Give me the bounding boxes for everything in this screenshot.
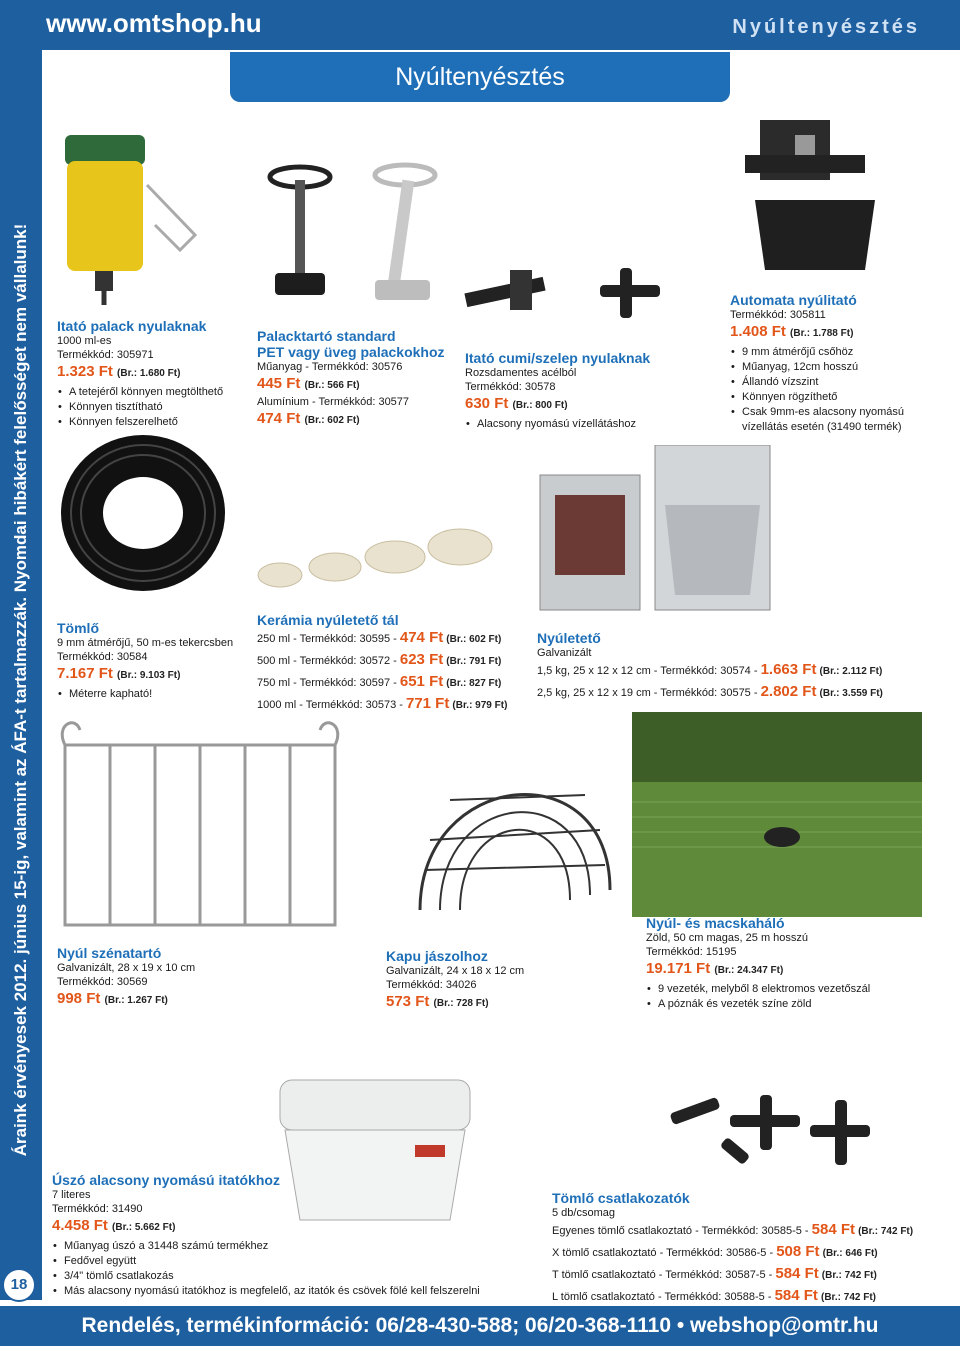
variant-row: 1,5 kg, 25 x 12 x 12 cm - Termékkód: 30574 - 1.663 Ft (Br.: 2.112 Ft) (537, 661, 883, 678)
hose-coil-image (55, 425, 230, 600)
product-title: Kapu jászolhoz (386, 948, 488, 964)
product-price: 1.408 Ft (730, 323, 786, 340)
product-price: 623 Ft (399, 651, 444, 668)
variant-row: L tömlő csatlakoztató - Termékkód: 30588-5 - 584 Ft (Br.: 742 Ft) (552, 1287, 876, 1304)
product-price: 474 Ft (257, 410, 301, 427)
product-gross-price: (Br.: 602 Ft) (304, 415, 360, 426)
product-feeder (537, 630, 937, 704)
product-title-line2: PET vagy üveg palackokhoz (257, 344, 445, 360)
product-gross-price: (Br.: 1.680 Ft) (117, 368, 181, 379)
product-gross-price: (Br.: 1.788 Ft) (790, 328, 854, 339)
product-package: 5 db/csomag (552, 1207, 615, 1219)
product-code: Termékkód: 31490 (52, 1203, 143, 1215)
product-title: Tömlő csatlakozatók (552, 1190, 690, 1206)
product-material: Rozsdamentes acélból (465, 367, 577, 379)
hay-rack-image (55, 715, 355, 930)
product-title: Itató cumi/szelep nyulaknak (465, 350, 651, 366)
bottle-holder-image (255, 155, 455, 315)
product-description: Zöld, 50 cm magas, 25 m hosszú (646, 932, 809, 944)
product-gross-price: (Br.: 9.103 Ft) (117, 670, 181, 681)
product-price: 584 Ft (774, 1287, 818, 1304)
nipple-valve-image (460, 260, 670, 330)
page-number: 18 (2, 1268, 36, 1302)
product-gross-price: (Br.: 791 Ft) (446, 656, 502, 667)
page-banner: Nyúltenyésztés (230, 52, 730, 102)
product-price: 2.802 Ft (760, 683, 817, 700)
product-price: 573 Ft (386, 993, 430, 1010)
product-description: Galvanizált, 24 x 18 x 12 cm (386, 965, 525, 977)
product-price: 474 Ft (399, 629, 444, 646)
product-connectors (552, 1190, 942, 1308)
variant-row: 250 ml - Termékkód: 30595 - 474 Ft (Br.: 602 Ft) (257, 629, 502, 646)
section-title: Nyúltenyésztés (732, 16, 920, 38)
product-title: Nyúl- és macskaháló (646, 915, 785, 931)
feature: • Csak 9mm-es alacsony nyomású vízellátás esetén (31490 termék) (730, 405, 930, 435)
product-gross-price: (Br.: 728 Ft) (433, 998, 489, 1009)
ceramic-bowls-image (255, 525, 495, 595)
product-price: 1.663 Ft (760, 661, 817, 678)
variant-row: Egyenes tömlő csatlakoztató - Termékkód: 30585-5 - 584 Ft (Br.: 742 Ft) (552, 1221, 914, 1238)
product-title: Automata nyúlitató (730, 292, 857, 308)
net-photo-image (632, 712, 922, 917)
feature: • Méterre kapható! (57, 687, 247, 702)
product-nipple-valve (465, 350, 685, 432)
feature: • 3/4" tömlő csatlakozás (52, 1269, 492, 1284)
product-gross-price: (Br.: 742 Ft) (821, 1270, 877, 1281)
feeder-image (535, 445, 775, 620)
product-price: 7.167 Ft (57, 665, 113, 682)
product-net (646, 915, 926, 1012)
product-gross-price: (Br.: 566 Ft) (304, 380, 360, 391)
product-volume: 1000 ml-es (57, 335, 112, 347)
feature: • 9 mm átmérőjű csőhöz (730, 345, 930, 360)
product-gross-price: (Br.: 602 Ft) (446, 634, 502, 645)
product-code: Termékkód: 30584 (57, 651, 148, 663)
product-price: 584 Ft (775, 1265, 819, 1282)
product-title: Nyúl szénatartó (57, 945, 162, 961)
product-gross-price: (Br.: 24.347 Ft) (714, 965, 784, 976)
product-bottle-drinker (57, 318, 237, 430)
product-price: 771 Ft (405, 695, 450, 712)
site-url[interactable]: www.omtshop.hu (46, 8, 262, 38)
variant-row: 1000 ml - Termékkód: 30573 - 771 Ft (Br.: 979 Ft) (257, 695, 508, 712)
product-description: 9 mm átmérőjű, 50 m-es tekercsben (57, 637, 234, 649)
product-gross-price: (Br.: 3.559 Ft) (819, 688, 883, 699)
product-gross-price: (Br.: 742 Ft) (858, 1226, 914, 1237)
feature: • Műanyag úszó a 31448 számú termékhez (52, 1239, 492, 1254)
feature: • Fedővel együtt (52, 1254, 492, 1269)
product-price: 19.171 Ft (646, 960, 711, 977)
feature: • A póznák és vezeték színe zöld (646, 997, 926, 1012)
footer-contact: Rendelés, termékinformáció: 06/28-430-588; 06/20-368-1110 • webshop@omtr.hu (0, 1306, 960, 1346)
product-title: Úszó alacsony nyomású itatókhoz (52, 1172, 280, 1188)
product-price: 651 Ft (399, 673, 444, 690)
auto-drinker-image (735, 110, 885, 280)
product-gross-price: (Br.: 827 Ft) (446, 678, 502, 689)
product-price: 630 Ft (465, 395, 509, 412)
variant-row: T tömlő csatlakoztató - Termékkód: 30587-5 - 584 Ft (Br.: 742 Ft) (552, 1265, 877, 1282)
product-code: Termékkód: 30578 (465, 381, 556, 393)
product-code: Termékkód: 305971 (57, 349, 154, 361)
feature: • Műanyag, 12cm hosszú (730, 360, 930, 375)
validity-notice: Áraink érvényesek 2012. június 15-ig, valamint az ÁFA-t tartalmazzák. Nyomdai hibákért felelősséget nem vállalunk! (11, 223, 30, 1157)
product-variant: Műanyag - Termékkód: 30576 (257, 361, 403, 373)
product-hose (57, 620, 247, 702)
product-title: Itató palack nyulaknak (57, 318, 207, 334)
feature: • Könnyen tisztítható (57, 400, 237, 415)
connectors-image (660, 1085, 880, 1175)
product-hay-rack (57, 945, 257, 1010)
variant-row: 500 ml - Termékkód: 30572 - 623 Ft (Br.: 791 Ft) (257, 651, 502, 668)
variant-row: X tömlő csatlakoztató - Termékkód: 30586-5 - 508 Ft (Br.: 646 Ft) (552, 1243, 878, 1260)
product-code: Termékkód: 15195 (646, 946, 737, 958)
product-gross-price: (Br.: 1.267 Ft) (104, 995, 168, 1006)
feature: • Más alacsony nyomású itatókhoz is megfelelő, az itatók és csövek fölé kell felszerelni (52, 1284, 492, 1299)
feature: • A tetejéről könnyen megtölthető (57, 385, 237, 400)
product-title: Kerámia nyúletető tál (257, 612, 399, 628)
product-volume: 7 literes (52, 1189, 91, 1201)
feature: • Könnyen rögzíthető (730, 390, 930, 405)
product-gross-price: (Br.: 800 Ft) (512, 400, 568, 411)
product-price: 508 Ft (776, 1243, 820, 1260)
product-gate (386, 948, 586, 1013)
product-code: Termékkód: 305811 (730, 309, 826, 321)
product-price: 445 Ft (257, 375, 301, 392)
product-gross-price: (Br.: 2.112 Ft) (819, 666, 883, 677)
product-ceramic-bowl (257, 612, 527, 716)
product-gross-price: (Br.: 646 Ft) (822, 1248, 878, 1259)
variant-row: 2,5 kg, 25 x 12 x 19 cm - Termékkód: 30575 - 2.802 Ft (Br.: 3.559 Ft) (537, 683, 883, 700)
product-code: Termékkód: 34026 (386, 979, 477, 991)
product-gross-price: (Br.: 5.662 Ft) (112, 1222, 176, 1233)
product-bottle-holder (257, 328, 457, 430)
product-price: 584 Ft (811, 1221, 856, 1238)
feature: • Alacsony nyomású vízellátáshoz (465, 417, 685, 432)
feature: • Állandó vízszint (730, 375, 930, 390)
product-auto-drinker (730, 292, 930, 435)
variant-row: 750 ml - Termékkód: 30597 - 651 Ft (Br.: 827 Ft) (257, 673, 502, 690)
bottle-drinker-image (55, 125, 215, 310)
product-gross-price: (Br.: 742 Ft) (820, 1292, 876, 1303)
product-float (52, 1172, 492, 1299)
product-gross-price: (Br.: 979 Ft) (452, 700, 508, 711)
product-material: Galvanizált (537, 647, 592, 659)
product-title: Nyúletető (537, 630, 601, 646)
product-price: 4.458 Ft (52, 1217, 108, 1234)
product-title: Tömlő (57, 620, 99, 636)
product-variant: Alumínium - Termékkód: 30577 (257, 396, 410, 408)
feature: • 9 vezeték, melyből 8 elektromos vezetőszál (646, 982, 926, 997)
product-code: Termékkód: 30569 (57, 976, 148, 988)
product-title: Palacktartó standard (257, 328, 396, 344)
product-description: Galvanizált, 28 x 19 x 10 cm (57, 962, 196, 974)
product-price: 1.323 Ft (57, 363, 113, 380)
feature: • Könnyen felszerelhető (57, 415, 237, 430)
gate-image (400, 730, 630, 930)
product-price: 998 Ft (57, 990, 101, 1007)
